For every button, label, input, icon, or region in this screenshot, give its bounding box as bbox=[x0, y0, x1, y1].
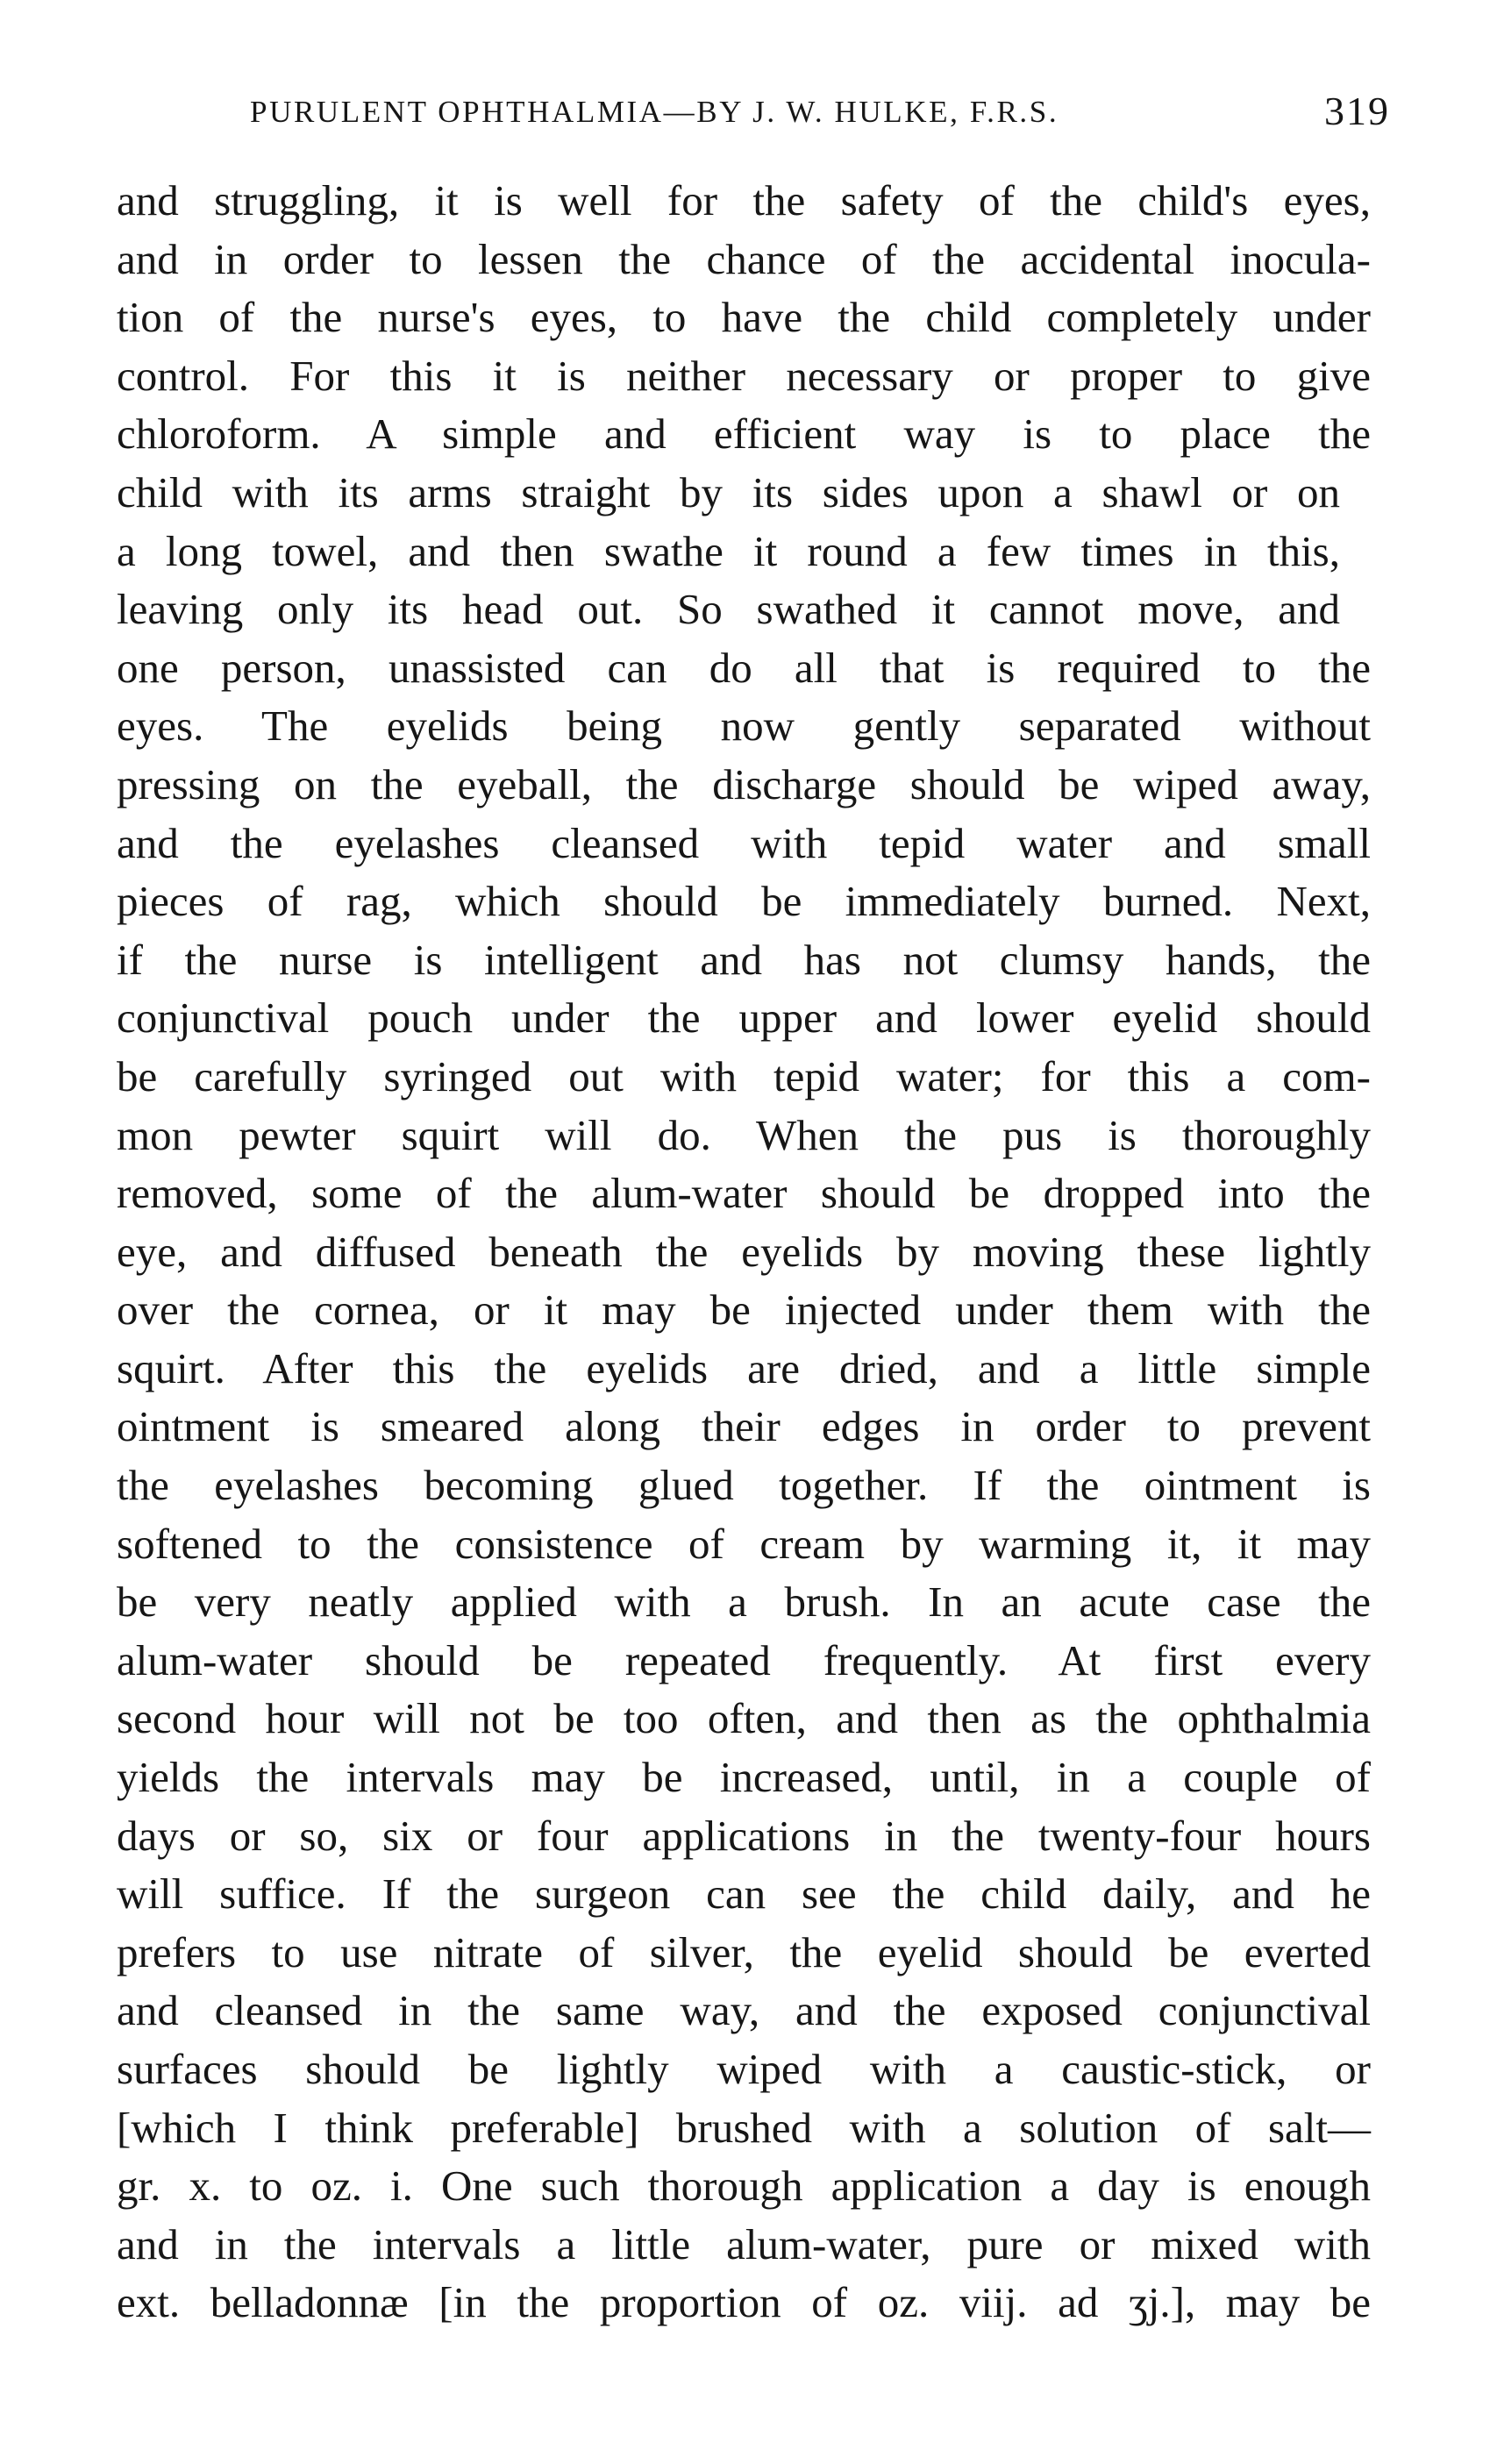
text-line: prefers to use nitrate of silver, the eyelid should be everted bbox=[117, 1927, 1371, 1976]
text-line: second hour will not be too often, and then as the ophthalmia bbox=[117, 1694, 1371, 1743]
running-head bbox=[250, 88, 1390, 140]
text-line: ointment is smeared along their edges in order to prevent bbox=[117, 1402, 1371, 1451]
text-line: pressing on the eyeball, the discharge should be wiped away, bbox=[117, 759, 1371, 808]
text-line: chloroform. A simple and efficient way is to place the bbox=[117, 409, 1371, 459]
text-line: leaving only its head out. So swathed it cannot move, and bbox=[117, 585, 1340, 634]
text-line: a long towel, and then swathe it round a few times in this, bbox=[117, 526, 1340, 575]
text-line: removed, some of the alum-water should be dropped into the bbox=[117, 1169, 1371, 1218]
text-line: control. For this it is neither necessary or proper to give bbox=[117, 351, 1371, 400]
text-line: yields the intervals may be increased, until, in a couple of bbox=[117, 1753, 1371, 1802]
body-text bbox=[117, 172, 1371, 2332]
text-line: and struggling, it is well for the safety of the child's eyes, bbox=[117, 176, 1371, 224]
text-line: the eyelashes becoming glued together. If the ointment is bbox=[117, 1461, 1371, 1510]
text-line: gr. x. to oz. i. One such thorough application a day is enough bbox=[117, 2161, 1371, 2211]
text-line: eyes. The eyelids being now gently separated without bbox=[117, 701, 1371, 751]
running-title: PURULENT OPHTHALMIA—BY J. W. HULKE, F.R.S. bbox=[250, 95, 1059, 129]
text-line: be very neatly applied with a brush. In an acute case the bbox=[117, 1577, 1371, 1627]
text-line: conjunctival pouch under the upper and lower eyelid should bbox=[117, 993, 1371, 1043]
text-line: ext. belladonnæ [in the proportion of oz. viij. ad ʒj.], may be bbox=[117, 2278, 1371, 2327]
text-line: and cleansed in the same way, and the exposed conjunctival bbox=[117, 1986, 1371, 2035]
text-line: mon pewter squirt will do. When the pus is thoroughly bbox=[117, 1110, 1371, 1159]
text-line: over the cornea, or it may be injected under them with the bbox=[117, 1285, 1371, 1335]
text-line: child with its arms straight by its sides upon a shawl or on bbox=[117, 467, 1340, 516]
text-line: days or so, six or four applications in the twenty-four hours bbox=[117, 1811, 1371, 1860]
text-line: will suffice. If the surgeon can see the child daily, and he bbox=[117, 1869, 1371, 1919]
text-line: softened to the consistence of cream by warming it, it may bbox=[117, 1519, 1371, 1568]
text-line: and in the intervals a little alum-water, pure or mixed with bbox=[117, 2219, 1371, 2268]
page-number: 319 bbox=[1324, 89, 1390, 133]
text-line: pieces of rag, which should be immediately burned. Next, bbox=[117, 877, 1371, 926]
text-line: surfaces should be lightly wiped with a caustic-stick, or bbox=[117, 2045, 1371, 2093]
text-line: and in order to lessen the chance of the accidental inocula- bbox=[117, 234, 1371, 283]
text-line: [which I think preferable] brushed with a solution of salt— bbox=[117, 2103, 1371, 2152]
text-line: tion of the nurse's eyes, to have the child completely under bbox=[117, 293, 1371, 342]
text-line: one person, unassisted can do all that is required to the bbox=[117, 643, 1371, 692]
text-line: squirt. After this the eyelids are dried, and a little simple bbox=[117, 1343, 1371, 1392]
text-line: eye, and diffused beneath the eyelids by moving these lightly bbox=[117, 1227, 1371, 1276]
text-line: be carefully syringed out with tepid water; for this a com- bbox=[117, 1051, 1371, 1100]
text-line: and the eyelashes cleansed with tepid water and small bbox=[117, 818, 1371, 867]
text-line: if the nurse is intelligent and has not clumsy hands, the bbox=[117, 935, 1371, 984]
text-line: alum-water should be repeated frequently. At first every bbox=[117, 1635, 1371, 1684]
